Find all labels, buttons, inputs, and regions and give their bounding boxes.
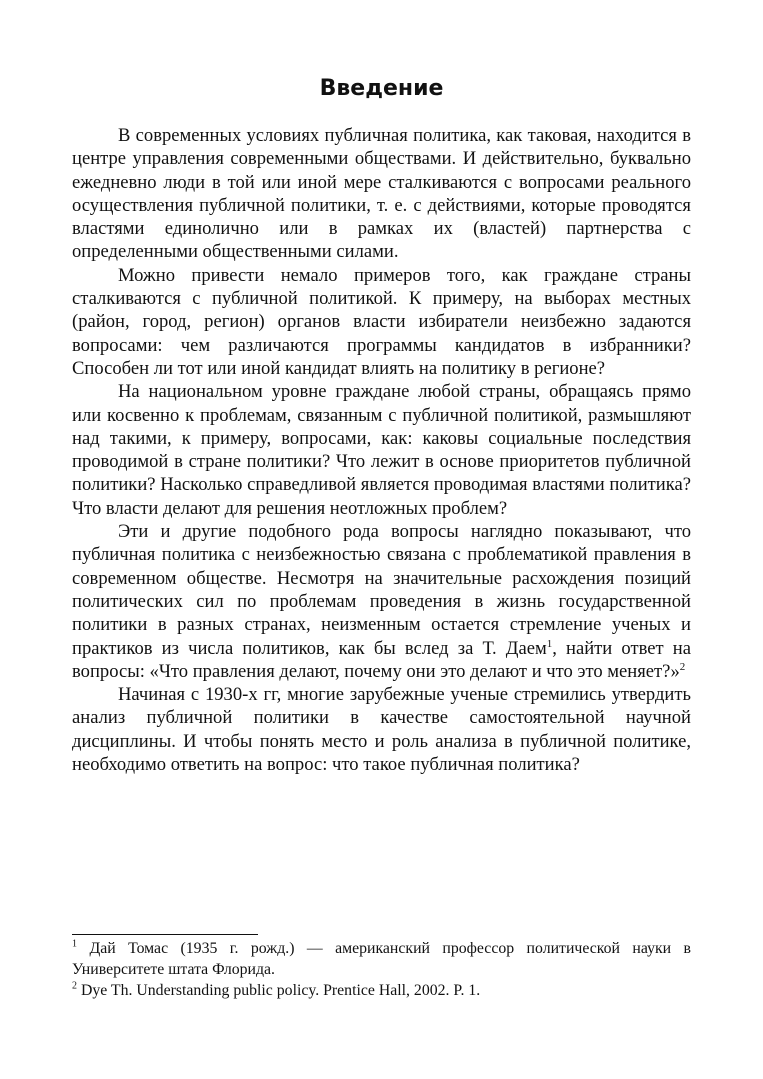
body-text bbox=[72, 124, 691, 776]
footnote-2 bbox=[72, 980, 691, 1001]
footnotes bbox=[72, 934, 691, 1001]
footnote-ref-1: 1 bbox=[546, 637, 553, 650]
paragraph-4-part-2: , найти ответ на вопросы: «Что правления делают, почему они это делают и что это меняет?» bbox=[72, 637, 691, 682]
footnote-1 bbox=[72, 938, 691, 980]
paragraph-4 bbox=[72, 520, 691, 683]
page-title: Введение bbox=[319, 76, 444, 101]
footnote-text-1: Дай Томас (1935 г. рожд.) — американский профессор политической науки в Университете штата Флорида. bbox=[72, 940, 691, 978]
page-content bbox=[72, 70, 691, 776]
footnote-mark-1: 1 bbox=[72, 938, 77, 950]
footnote-divider bbox=[72, 934, 258, 935]
paragraph-4-part-1: Эти и другие подобного рода вопросы наглядно показывают, что публичная политика с неизбежностью связана с проблематикой правления в современном обществе. Несмотря на значительные расхождения позиций политических сил по проблемам проведения в жизнь государственной политики в разных странах, неизменным остается стремление ученых и практиков из числа политиков, как бы вслед за Т. Даем bbox=[72, 521, 691, 659]
footnote-ref-2: 2 bbox=[679, 660, 686, 673]
footnote-mark-2: 2 bbox=[72, 980, 77, 992]
paragraph-3: На национальном уровне граждане любой страны, обращаясь прямо или косвенно к проблемам, связанным с публичной политикой, размышляют над такими, к примеру, вопросами, как: каковы социальные последствия проводимой в стране политики? Что лежит в основе приоритетов публичной политики? Насколько справедливой является проводимая властями политика? Что власти делают для решения неотложных проблем? bbox=[72, 381, 691, 519]
paragraph-5: Начиная с 1930-х гг, многие зарубежные ученые стремились утвердить анализ публичной политики в качестве самостоятельной научной дисциплины. И чтобы понять место и роль анализа в публичной политике, необходимо ответить на вопрос: что такое публичная политика? bbox=[72, 684, 691, 776]
paragraph-2: Можно привести немало примеров того, как граждане страны сталкиваются с публичной политикой. К примеру, на выборах местных (район, город, регион) органов власти избиратели неизбежно задаются вопросами: чем различаются программы кандидатов в избранники? Способен ли тот или иной кандидат влиять на политику в регионе? bbox=[72, 264, 691, 379]
paragraph-1: В современных условиях публичная политика, как таковая, находится в центре управления современными обществами. И действительно, буквально ежедневно люди в той или иной мере сталкиваются с вопросами реального осуществления публичной политики, т. е. с действиями, которые проводятся властями единолично или в рамках их (властей) партнерства с определенными общественными силами. bbox=[72, 125, 691, 263]
footnote-text-2: Dye Th. Understanding public policy. Prentice Hall, 2002. P. 1. bbox=[80, 982, 481, 999]
